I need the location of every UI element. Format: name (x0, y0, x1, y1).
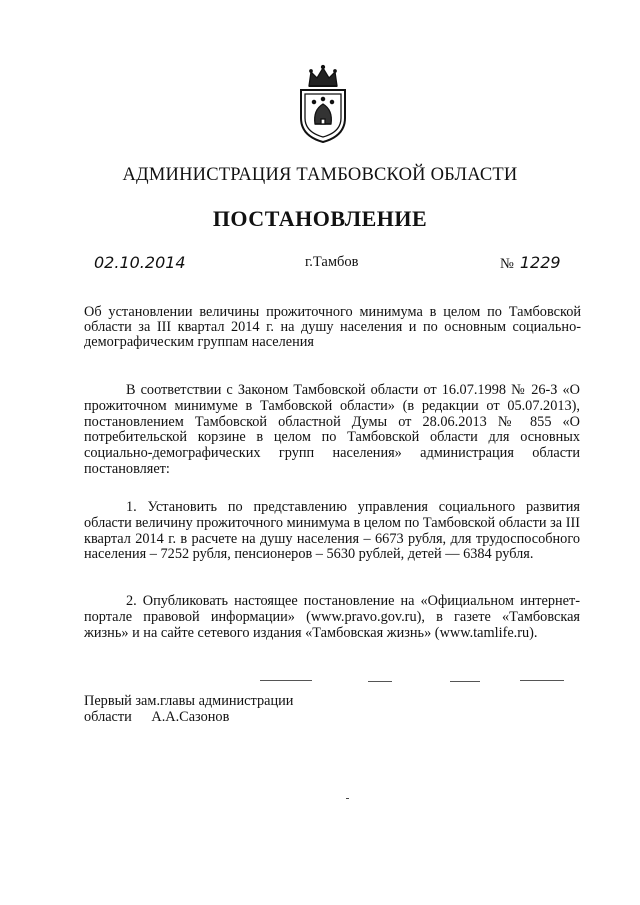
intro-paragraph: В соответствии с Законом Тамбовской области от 16.07.1998 № 26-З «О прожиточном минимуме в Тамбовской области» (в редакции от 05.07.2013), постановлением Тамбовской областной Думы от 28.06.2013 № 855 «О потребительской корзине в целом по Тамбовской области для основных социально-демографических групп населения» администрация области постановляет: (84, 382, 580, 477)
signer-position-line2: области (84, 709, 132, 725)
signature-block (84, 693, 293, 725)
item-1-paragraph: 1. Установить по представлению управления социального развития области величину прожиточного минимума в целом по Тамбовской области за III квартал 2014 г. в расчете на душу населения – 6673 рубля, для трудоспособного населения – 7252 рубля, пенсионеров – 5630 рублей, детей — 6384 рубля. (84, 499, 580, 563)
document-number (500, 253, 561, 273)
number-value: 1229 (519, 253, 561, 272)
separator-dash (368, 681, 392, 682)
number-prefix: № (500, 256, 514, 272)
document-date: 02.10.2014 (94, 253, 186, 272)
document-subject: Об установлении величины прожиточного минимума в целом по Тамбовской области за III квартал 2014 г. на душу населения и по основным социально-демографическим группам населения (84, 304, 581, 350)
signer-position-line2-row (84, 709, 293, 725)
scan-speck (346, 798, 349, 799)
signer-name: А.А.Сазонов (151, 709, 230, 725)
document-type-heading: ПОСТАНОВЛЕНИЕ (212, 206, 428, 231)
organization-title: АДМИНИСТРАЦИЯ ТАМБОВСКОЙ ОБЛАСТИ (122, 165, 518, 185)
separator-dash (260, 680, 312, 681)
tambov-coat-of-arms-icon (297, 64, 349, 144)
signer-position-line1: Первый зам.главы администрации (84, 693, 294, 709)
separator-dash (520, 680, 564, 681)
document-city: г.Тамбов (305, 254, 359, 270)
separator-dash (450, 681, 480, 682)
item-2-paragraph: 2. Опубликовать настоящее постановление на «Официальном интернет-портале правовой информации» (www.pravo.gov.ru), в газете «Тамбовская жизнь» и на сайте сетевого издания «Тамбовская жизнь» (www.tamlife.ru). (84, 593, 580, 641)
